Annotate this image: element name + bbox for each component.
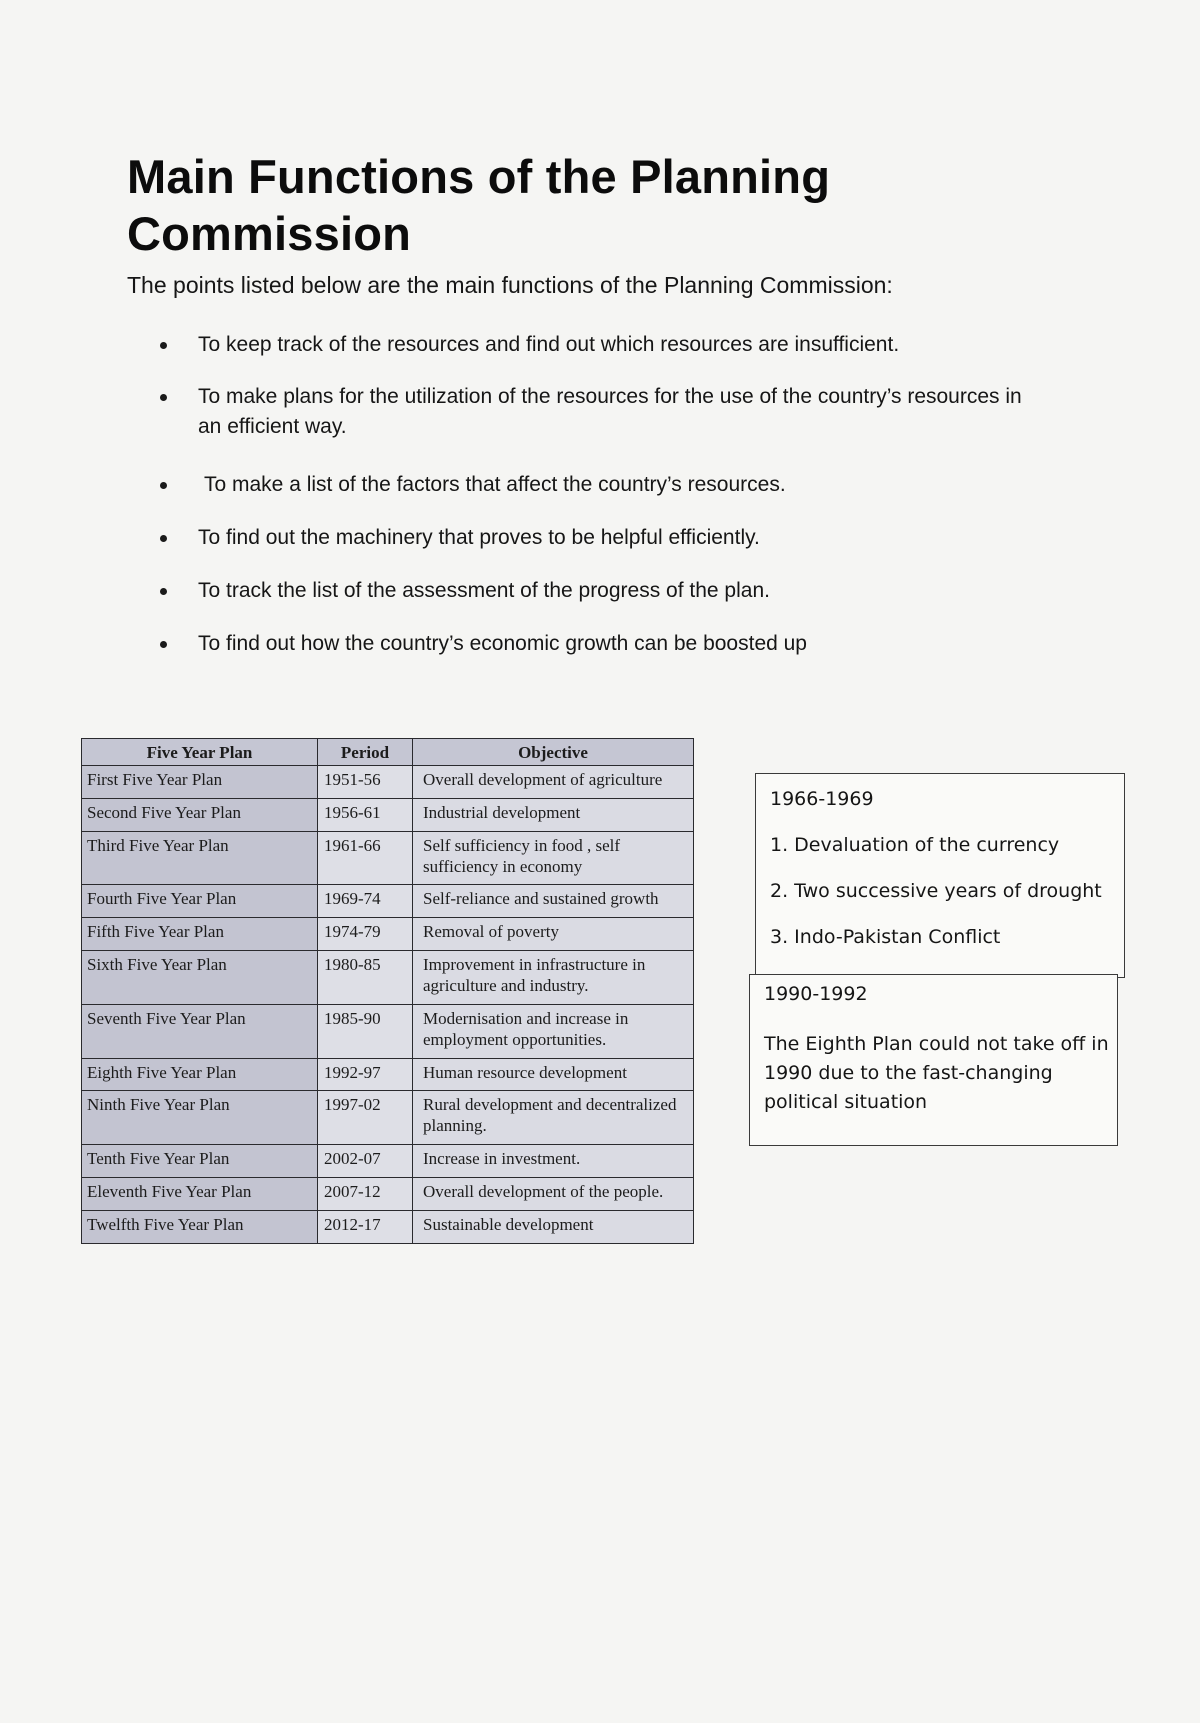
plan-name-cell: Eighth Five Year Plan (82, 1058, 318, 1091)
period-cell: 1980-85 (318, 951, 413, 1005)
objective-cell: Overall development of the people. (413, 1177, 694, 1210)
objective-cell: Self-reliance and sustained growth (413, 885, 694, 918)
list-item-text: To find out how the country’s economic growth can be boosted up (198, 632, 807, 655)
objective-cell: Industrial development (413, 798, 694, 831)
period-cell: 1997-02 (318, 1091, 413, 1145)
table-row (82, 1004, 694, 1058)
bullet-icon (160, 588, 167, 595)
period-cell: 1951-56 (318, 766, 413, 799)
five-year-plan-table (81, 738, 694, 1244)
table-row (82, 1145, 694, 1178)
list-item-text: To make plans for the utilization of the resources for the use of the country’s resources in an efficient way. (198, 385, 1022, 438)
note-box-item: 2. Two successive years of drought (770, 880, 1102, 902)
table-header-row (82, 739, 694, 766)
table-row (82, 1210, 694, 1243)
column-header-objective: Objective (413, 739, 694, 766)
intro-text: The points listed below are the main functions of the Planning Commission: (127, 272, 893, 298)
list-item-text: To track the list of the assessment of the progress of the plan. (198, 579, 770, 602)
bullet-icon (160, 394, 167, 401)
page-title: Main Functions of the Planning Commission (127, 150, 831, 260)
period-cell: 1969-74 (318, 885, 413, 918)
objective-cell: Modernisation and increase in employment opportunities. (413, 1004, 694, 1058)
table-row (82, 766, 694, 799)
bullet-icon (160, 482, 167, 489)
objective-cell: Improvement in infrastructure in agriculture and industry. (413, 951, 694, 1005)
period-cell: 1961-66 (318, 831, 413, 885)
period-cell: 1956-61 (318, 798, 413, 831)
note-box-heading: 1966-1969 (770, 788, 874, 810)
table-row (82, 1058, 694, 1091)
table-row (82, 1177, 694, 1210)
bullet-icon (160, 342, 167, 349)
list-item-text: To find out the machinery that proves to be helpful efficiently. (198, 526, 760, 549)
plan-name-cell: Eleventh Five Year Plan (82, 1177, 318, 1210)
plan-name-cell: Tenth Five Year Plan (82, 1145, 318, 1178)
period-cell: 2012-17 (318, 1210, 413, 1243)
column-header-plan: Five Year Plan (82, 739, 318, 766)
objective-cell: Human resource development (413, 1058, 694, 1091)
objective-cell: Overall development of agriculture (413, 766, 694, 799)
note-box-1966-1969 (755, 773, 1125, 978)
objective-cell: Self sufficiency in food , self sufficiency in economy (413, 831, 694, 885)
note-box-text: The Eighth Plan could not take off in 1990 due to the fast-changing political situation (764, 1033, 1109, 1113)
list-item-text: To keep track of the resources and find out which resources are insufficient. (198, 333, 900, 356)
period-cell: 2007-12 (318, 1177, 413, 1210)
objective-cell: Increase in investment. (413, 1145, 694, 1178)
table-row (82, 1091, 694, 1145)
note-box-item: 3. Indo-Pakistan Conflict (770, 926, 1001, 948)
note-box-heading: 1990-1992 (764, 983, 868, 1005)
table-row (82, 798, 694, 831)
plan-name-cell: First Five Year Plan (82, 766, 318, 799)
list-item-text: To make a list of the factors that affect the country’s resources. (204, 473, 786, 496)
objective-cell: Removal of poverty (413, 918, 694, 951)
table-row (82, 885, 694, 918)
period-cell: 1985-90 (318, 1004, 413, 1058)
table-row (82, 831, 694, 885)
plan-name-cell: Ninth Five Year Plan (82, 1091, 318, 1145)
period-cell: 1974-79 (318, 918, 413, 951)
plan-name-cell: Second Five Year Plan (82, 798, 318, 831)
note-box-1990-1992 (749, 974, 1118, 1146)
table-row (82, 918, 694, 951)
bullet-icon (160, 641, 167, 648)
table-row (82, 951, 694, 1005)
column-header-period: Period (318, 739, 413, 766)
note-box-item: 1. Devaluation of the currency (770, 834, 1060, 856)
objective-cell: Sustainable development (413, 1210, 694, 1243)
period-cell: 2002-07 (318, 1145, 413, 1178)
plan-name-cell: Fifth Five Year Plan (82, 918, 318, 951)
plan-name-cell: Sixth Five Year Plan (82, 951, 318, 1005)
plan-name-cell: Third Five Year Plan (82, 831, 318, 885)
plan-name-cell: Seventh Five Year Plan (82, 1004, 318, 1058)
objective-cell: Rural development and decentralized planning. (413, 1091, 694, 1145)
plan-name-cell: Twelfth Five Year Plan (82, 1210, 318, 1243)
plan-name-cell: Fourth Five Year Plan (82, 885, 318, 918)
bullet-icon (160, 535, 167, 542)
period-cell: 1992-97 (318, 1058, 413, 1091)
